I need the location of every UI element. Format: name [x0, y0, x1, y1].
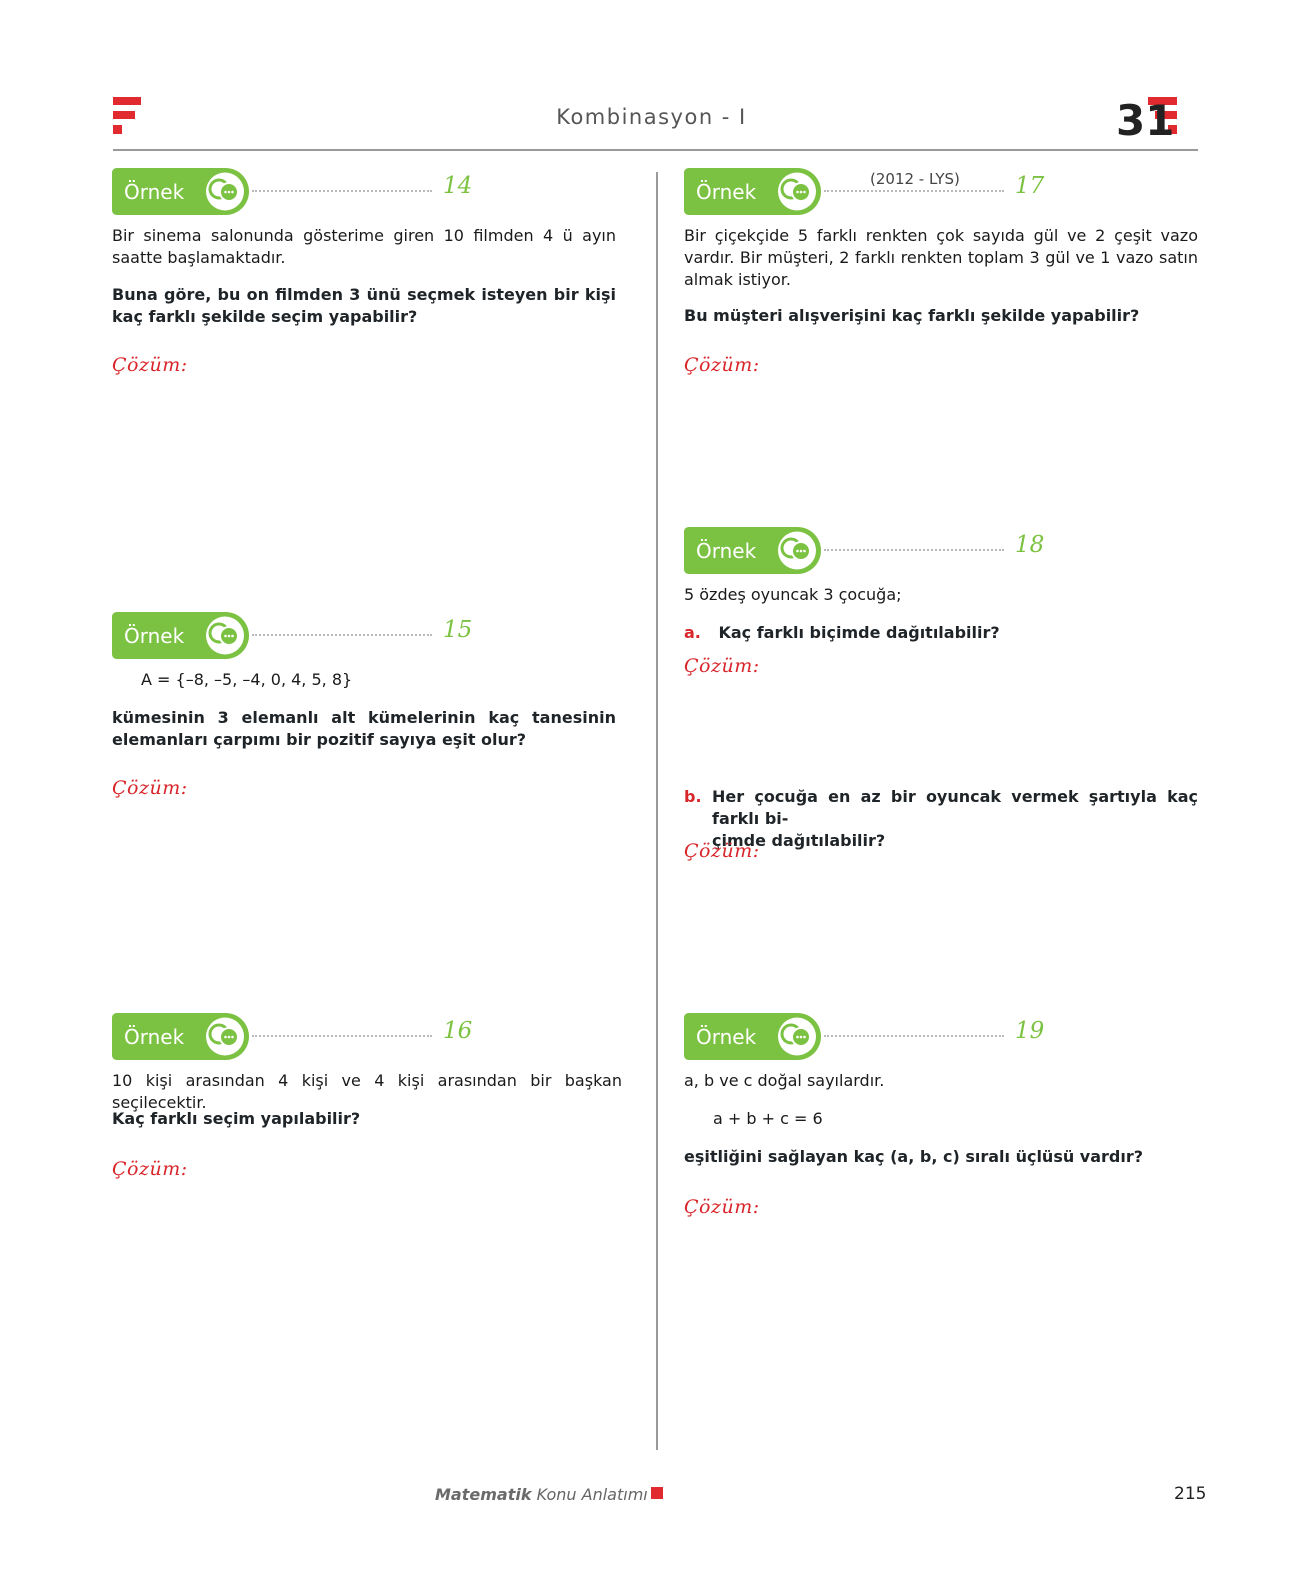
example-14 — [112, 168, 632, 376]
footer-title-bold: Matematik — [435, 1485, 532, 1504]
exam-year-note: (2012 - LYS) — [870, 170, 960, 188]
example-badge — [684, 1013, 821, 1060]
part-b-question — [684, 786, 1198, 852]
speech-bubbles-icon — [775, 1016, 819, 1057]
example-header — [684, 527, 1204, 575]
speech-bubbles-icon — [775, 171, 819, 212]
column-divider — [656, 172, 658, 1450]
example-header — [112, 612, 632, 660]
example-badge — [112, 1013, 249, 1060]
part-b-text-line1: Her çocuğa en az bir oyuncak vermek şartıyla kaç farklı bi- — [712, 787, 1198, 828]
footer-marker — [651, 1487, 663, 1499]
solution-label: Çözüm: — [112, 1158, 188, 1180]
dotted-leader — [824, 190, 1004, 192]
example-text: 5 özdeş oyuncak 3 çocuğa; — [684, 585, 902, 604]
dotted-leader — [824, 1035, 1004, 1037]
set-definition: A = {–8, –5, –4, 0, 4, 5, 8} — [141, 670, 353, 689]
example-text: Bir sinema salonunda gösterime giren 10 filmden 4 ü ayın saatte başlamaktadır. — [112, 226, 616, 267]
example-badge — [684, 527, 821, 574]
page-number: 215 — [1174, 1484, 1207, 1504]
example-15 — [112, 612, 632, 799]
example-19 — [684, 1013, 1204, 1218]
dotted-leader — [252, 190, 432, 192]
example-question: Buna göre, bu on filmden 3 ünü seçmek isteyen bir kişi kaç farklı şekilde seçim yapabilir? — [112, 285, 616, 326]
example-question: Kaç farklı seçim yapılabilir? — [112, 1109, 361, 1128]
equation: a + b + c = 6 — [713, 1109, 823, 1128]
example-header — [684, 1013, 1204, 1061]
badge-label: Örnek — [124, 1025, 185, 1049]
speech-bubbles-icon — [203, 1016, 247, 1057]
solution-label: Çözüm: — [684, 1196, 760, 1218]
solution-label: Çözüm: — [112, 777, 188, 799]
badge-label: Örnek — [696, 180, 757, 204]
example-18 — [684, 527, 1204, 862]
example-number: 14 — [443, 173, 473, 199]
example-16 — [112, 1013, 632, 1180]
footer-book-title — [435, 1485, 648, 1504]
page-title: Kombinasyon - I — [556, 105, 747, 129]
part-a-question — [684, 622, 1000, 644]
part-a-text: Kaç farklı biçimde dağıtılabilir? — [718, 623, 1000, 642]
header-divider — [113, 149, 1198, 151]
example-number: 16 — [443, 1018, 473, 1044]
solution-label: Çözüm: — [684, 840, 760, 862]
example-number: 19 — [1015, 1018, 1045, 1044]
dotted-leader — [824, 549, 1004, 551]
solution-label: Çözüm: — [112, 354, 188, 376]
solution-label: Çözüm: — [684, 655, 760, 677]
example-text: 10 kişi arasından 4 kişi ve 4 kişi arasından bir başkan seçilecektir. — [112, 1071, 622, 1112]
example-number: 17 — [1015, 173, 1045, 199]
example-17 — [684, 168, 1204, 376]
part-b-text-line2: çimde dağıtılabilir? — [712, 831, 886, 850]
example-badge — [112, 612, 249, 659]
badge-label: Örnek — [124, 180, 185, 204]
part-a-label: a. — [684, 623, 701, 642]
example-question: Bu müşteri alışverişini kaç farklı şekilde yapabilir? — [684, 306, 1140, 325]
part-b-label: b. — [684, 787, 702, 806]
example-text: a, b ve c doğal sayılardır. — [684, 1071, 885, 1090]
badge-label: Örnek — [696, 539, 757, 563]
example-header — [684, 168, 1204, 216]
dotted-leader — [252, 634, 432, 636]
example-question: kümesinin 3 elemanlı alt kümelerinin kaç tanesinin elemanları çarpımı bir pozitif sayıya eşit olur? — [112, 708, 616, 749]
dotted-leader — [252, 1035, 432, 1037]
example-badge — [684, 168, 821, 215]
example-header — [112, 1013, 632, 1061]
example-badge — [112, 168, 249, 215]
badge-label: Örnek — [124, 624, 185, 648]
speech-bubbles-icon — [203, 615, 247, 656]
example-header — [112, 168, 632, 216]
example-number: 18 — [1015, 532, 1045, 558]
badge-label: Örnek — [696, 1025, 757, 1049]
example-question: eşitliğini sağlayan kaç (a, b, c) sıralı üçlüsü vardır? — [684, 1147, 1144, 1166]
speech-bubbles-icon — [203, 171, 247, 212]
chapter-number: 31 — [1116, 96, 1175, 145]
footer-title-rest: Konu Anlatımı — [536, 1485, 648, 1504]
example-text: Bir çiçekçide 5 farklı renkten çok sayıda gül ve 2 çeşit vazo vardır. Bir müşteri, 2 farklı renkten toplam 3 gül ve 1 vazo satın almak istiyor. — [684, 226, 1198, 289]
solution-label: Çözüm: — [684, 354, 760, 376]
speech-bubbles-icon — [775, 530, 819, 571]
example-number: 15 — [443, 617, 473, 643]
